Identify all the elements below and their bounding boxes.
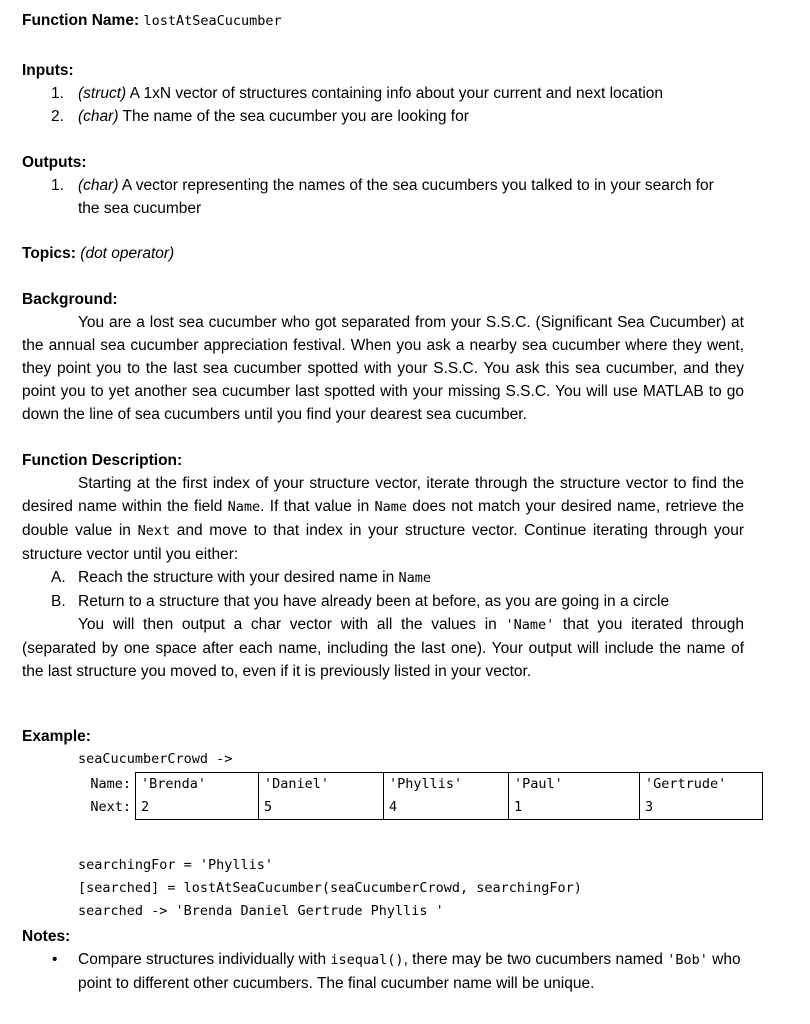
crowd-table <box>70 772 763 820</box>
option-text: Reach the structure with your desired name in <box>78 569 399 586</box>
topics-value: (dot operator) <box>80 245 175 262</box>
note-text: who point to different other cucumbers. The final cucumber name will be unique. <box>78 951 741 992</box>
description-text: that you iterated through (separated by one space after each name, including the last one). Your output will include the name of the last structure you moved to, even if it is previously listed in your vector. <box>22 616 745 680</box>
list-number: 1. <box>51 85 64 102</box>
example-heading: Example: <box>22 728 91 745</box>
row-label-name: Name: <box>90 775 131 792</box>
outputs-heading: Outputs: <box>22 154 87 171</box>
bullet-icon: • <box>52 951 58 968</box>
output-item <box>22 174 718 220</box>
list-number: 1. <box>51 177 64 194</box>
description-paragraph-2 <box>22 613 744 683</box>
background-heading: Background: <box>22 291 118 308</box>
inline-code: Name <box>374 499 408 515</box>
description-text: . If that value in <box>260 498 375 515</box>
code-line: searchingFor = 'Phyllis' <box>78 857 274 873</box>
input-item <box>22 82 744 105</box>
code-line: searched -> 'Brenda Daniel Gertrude Phyllis ' <box>78 903 444 919</box>
crowd-line: seaCucumberCrowd -> <box>78 751 233 767</box>
next-cell: 5 <box>259 796 384 820</box>
example-section <box>22 725 762 770</box>
list-number: 2. <box>51 108 64 125</box>
input-item <box>22 105 744 128</box>
code-line: [searched] = lostAtSeaCucumber(seaCucumberCrowd, searchingFor) <box>78 880 582 896</box>
inline-code: Name <box>227 499 261 515</box>
note-text: Compare structures individually with <box>78 951 331 968</box>
notes-bullet-item <box>22 948 744 995</box>
notes-heading: Notes: <box>22 928 71 945</box>
example-code-block <box>78 854 582 923</box>
note-text: , there may be two cucumbers named <box>403 951 668 968</box>
description-paragraph <box>22 472 744 566</box>
row-label-next: Next: <box>90 799 131 816</box>
inputs-heading: Inputs: <box>22 62 74 79</box>
name-cell: 'Brenda' <box>136 773 259 797</box>
function-name-line <box>22 9 744 33</box>
name-cell: 'Phyllis' <box>384 773 509 797</box>
option-text: Return to a structure that you have already been at before, as you are going in a circle <box>78 593 670 610</box>
next-cell: 2 <box>136 796 259 820</box>
topics-line <box>22 242 744 265</box>
input-text: A 1xN vector of structures containing info about your current and next location <box>126 85 663 102</box>
output-text: A vector representing the names of the sea cucumbers you talked to in your search for the sea cucumber <box>78 177 714 217</box>
notes-section <box>22 925 744 995</box>
input-text: The name of the sea cucumber you are looking for <box>118 108 469 125</box>
inline-code: isequal() <box>330 952 404 968</box>
background-paragraph: You are a lost sea cucumber who got separated from your S.S.C. (Significant Sea Cucumber) at the annual sea cucumber appreciation festival. When you ask a nearby sea cucumber where they went, they point you to the last sea cucumber spotted with your S.S.C. You ask this sea cucumber, and they point you to yet another sea cucumber last spotted with your missing S.S.C. You will use MATLAB to go down the line of sea cucumbers until you find your dearest sea cucumber. <box>22 314 744 423</box>
next-cell: 4 <box>384 796 509 820</box>
output-type: (char) <box>78 177 119 194</box>
inline-code: Next <box>137 523 171 539</box>
name-cell: 'Daniel' <box>259 773 384 797</box>
option-item <box>22 590 744 613</box>
topics-label: Topics: <box>22 245 76 262</box>
name-cell: 'Gertrude' <box>640 773 763 797</box>
function-name-value: lostAtSeaCucumber <box>143 13 282 29</box>
option-item <box>22 566 744 590</box>
name-cell: 'Paul' <box>509 773 640 797</box>
input-type: (char) <box>78 108 119 125</box>
description-text: Starting at the first index of your structure vector, iterate through the structure vector to find the desired name within the field <box>22 475 744 515</box>
document-page <box>22 9 744 683</box>
option-letter: B. <box>51 593 66 610</box>
function-description-heading: Function Description: <box>22 452 183 469</box>
function-name-label: Function Name: <box>22 12 140 29</box>
inline-code: 'Bob' <box>667 952 708 968</box>
description-text: You will then output a char vector with all the values in <box>78 616 506 633</box>
option-letter: A. <box>51 569 66 586</box>
inline-code: 'Name' <box>505 617 555 633</box>
next-cell: 1 <box>509 796 640 820</box>
input-type: (struct) <box>78 85 127 102</box>
next-cell: 3 <box>640 796 763 820</box>
description-text: and move to that index in your structure vector. Continue iterating through your structure vector until you either: <box>22 522 744 563</box>
inline-code: Name <box>398 570 432 586</box>
description-text: does not match your desired name, retrieve the double value in <box>22 498 744 539</box>
